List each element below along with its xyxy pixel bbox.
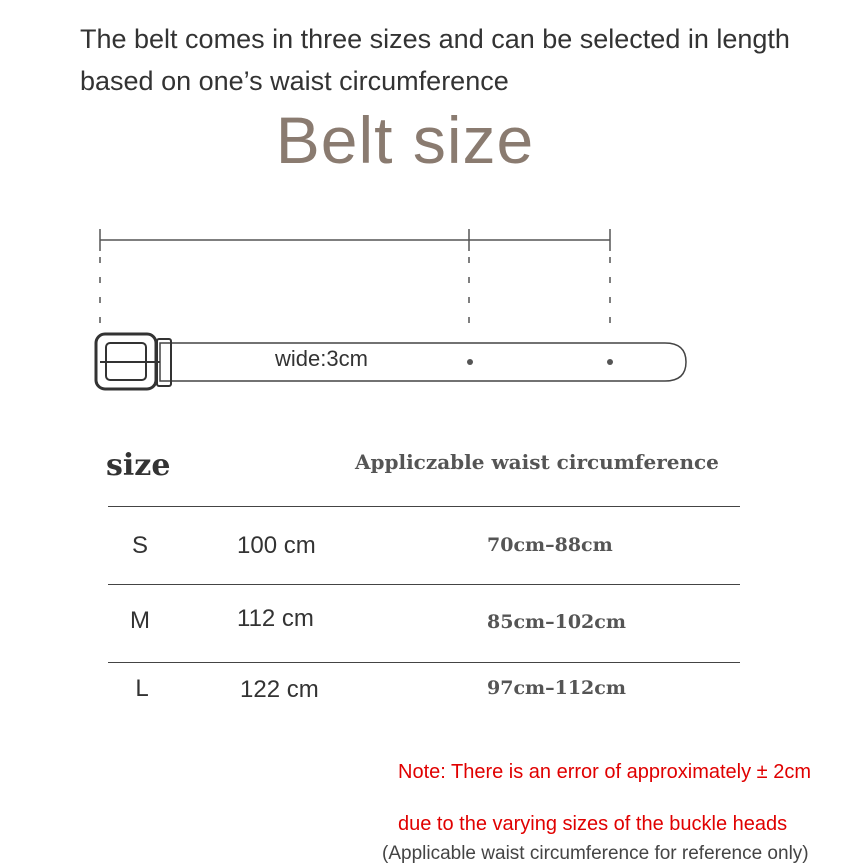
table-row-size: M xyxy=(130,607,150,634)
belt-diagram xyxy=(0,215,854,400)
belt-hole-2 xyxy=(607,359,613,365)
table-rule-2 xyxy=(108,584,740,585)
table-rule-3 xyxy=(108,662,740,663)
table-header-size: size xyxy=(106,448,171,483)
page-title: Belt size xyxy=(275,103,535,177)
belt-width-label: wide:3cm xyxy=(275,346,368,371)
table-header-waist: Appliczable waist circumference xyxy=(355,450,719,474)
table-row-length: 100 cm xyxy=(237,532,316,559)
table-row-size: S xyxy=(131,532,148,559)
intro-line-1: The belt comes in three sizes and can be selected in length xyxy=(80,24,790,54)
table-row-waist: 97cm–112cm xyxy=(487,677,626,699)
note-line-3: (Applicable waist circumference for reference only) xyxy=(382,843,809,864)
note-line-1: Note: There is an error of approximately ± 2cm xyxy=(398,761,811,783)
table-row-length: 112 cm xyxy=(237,605,314,632)
intro-text xyxy=(80,18,840,102)
table-row-length: 122 cm xyxy=(240,676,319,703)
table-row-waist: 85cm–102cm xyxy=(487,611,626,633)
note-line-2: due to the varying sizes of the buckle heads xyxy=(398,813,788,835)
table-row-size: L xyxy=(135,675,149,702)
intro-line-2: based on one’s waist circumference xyxy=(80,66,509,96)
table-row-waist: 70cm–88cm xyxy=(487,534,613,556)
table-rule-1 xyxy=(108,506,740,507)
belt-hole-1 xyxy=(467,359,473,365)
